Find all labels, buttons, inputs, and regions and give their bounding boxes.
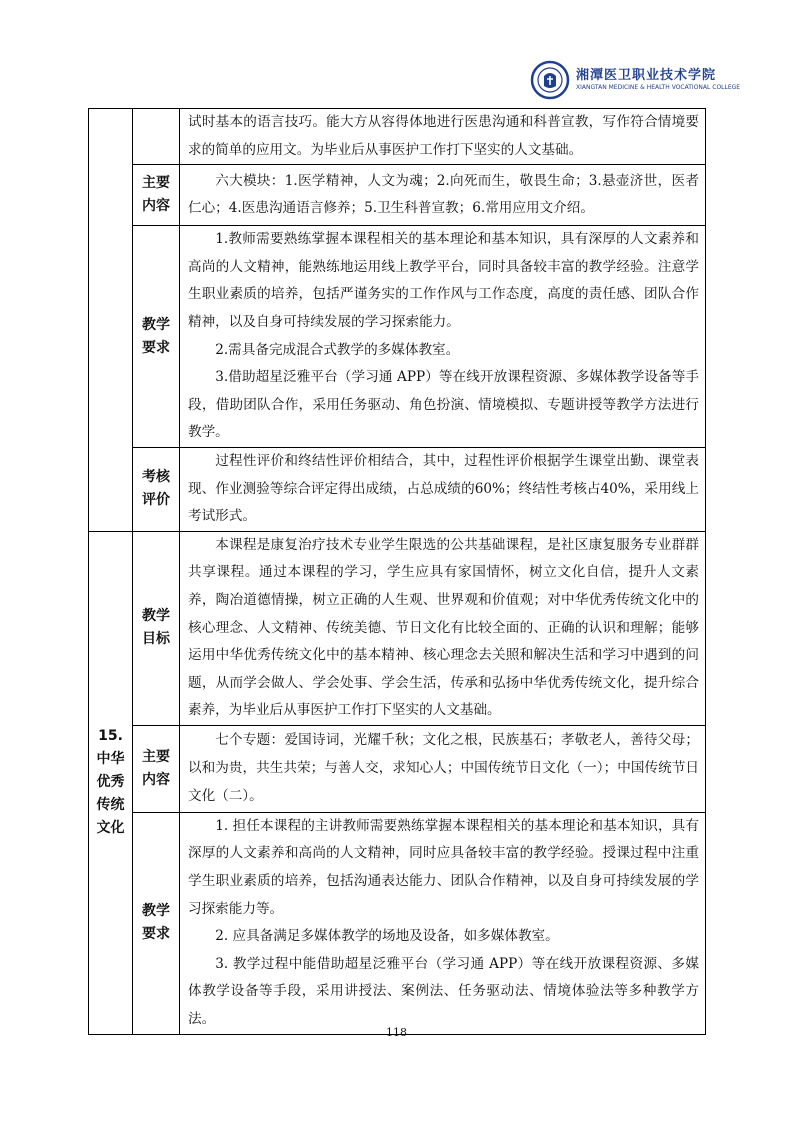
table-row xyxy=(89,226,706,448)
content-cell xyxy=(180,165,706,226)
row-label: 教学要求 xyxy=(142,316,170,356)
table-row xyxy=(89,812,706,1034)
school-emblem-icon xyxy=(530,60,570,100)
label-cell xyxy=(133,165,180,226)
course-name-cell xyxy=(89,531,133,1034)
paragraph: 1.教师需要熟练掌握本课程相关的基本理论和基本知识，具有深厚的人文素养和高尚的人文精神，能熟练地运用线上教学平台，同时具备较丰富的教学经验。注意学生职业素质的培养，包括严谨务实的工作作风与工作态度，高度的责任感、团队合作精神，以及自身可持续发展的学习探索能力。 xyxy=(188,231,699,330)
row-label: 教学目标 xyxy=(142,608,170,648)
label-cell xyxy=(133,725,180,812)
page-number: 118 xyxy=(386,1026,407,1039)
course-name: 15.中华优秀传统文化 xyxy=(96,728,125,837)
label-cell xyxy=(133,226,180,448)
row-label: 考核评价 xyxy=(142,469,170,509)
content-cell xyxy=(180,226,706,448)
table-row xyxy=(89,109,706,165)
course-table xyxy=(88,108,706,1035)
row-label: 主要内容 xyxy=(142,175,170,215)
label-cell xyxy=(133,447,180,531)
paragraph: 3. 教学过程中能借助超星泛雅平台（学习通 APP）等在线开放课程资源、多媒体教学设备等手段，采用讲授法、案例法、任务驱动法、情境体验法等多种教学方法。 xyxy=(188,955,699,1028)
table-row xyxy=(89,531,706,725)
content-cell xyxy=(180,531,706,725)
school-name: 湘潭医卫职业技术学院 xyxy=(576,68,717,83)
paragraph: 试时基本的语言技巧。能大方从容得体地进行医患沟通和科普宣教，写作符合情境要求的简单的应用文。为毕业后从事医护工作打下坚实的人文基础。 xyxy=(188,114,699,158)
label-cell xyxy=(133,531,180,725)
label-cell xyxy=(133,812,180,1034)
paragraph: 1. 担任本课程的主讲教师需要熟练掌握本课程相关的基本理论和基本知识，具有深厚的人文素养和高尚的人文精神，同时应具备较丰富的教学经验。授课过程中注重学生职业素质的培养，包括沟通表达能力、团队合作精神，以及自身可持续发展的学习探索能力等。 xyxy=(188,817,699,917)
table-row xyxy=(89,165,706,226)
paragraph: 2. 应具备满足多媒体教学的场地及设备，如多媒体教室。 xyxy=(215,928,559,945)
paragraph: 本课程是康复治疗技术专业学生限选的公共基础课程，是社区康复服务专业群群共享课程。通过本课程的学习，学生应具有家国情怀，树立文化自信，提升人文素养，陶冶道德情操，树立正确的人生观、世界观和价值观；对中华优秀传统文化中的核心理念、人文精神、传统美德、节日文化有比较全面的、正确的认识和理解；能够运用中华优秀传统文化中的基本精神、核心理念去关照和解决生活和学习中遇到的问题，从而学会做人、学会处事、学会生活，传承和弘扬中华优秀传统文化，提升综合素养，为毕业后从事医护工作打下坚实的人文基础。 xyxy=(188,536,699,719)
school-name-en: XIANGTAN MEDICINE & HEALTH VOCATIONAL COLLEGE xyxy=(576,84,741,91)
content-cell xyxy=(180,725,706,812)
content-cell xyxy=(180,812,706,1034)
table-row xyxy=(89,447,706,531)
row-label: 教学要求 xyxy=(142,903,170,943)
course-name-cell xyxy=(89,109,133,532)
paragraph: 3.借助超星泛雅平台（学习通 APP）等在线开放课程资源、多媒体教学设备等手段，借助团队合作，采用任务驱动、角色扮演、情境模拟、专题讲授等教学方法进行教学。 xyxy=(188,369,699,441)
school-logo xyxy=(530,60,741,100)
table-row xyxy=(89,725,706,812)
content-cell xyxy=(180,109,706,165)
paragraph: 2.需具备完成混合式教学的多媒体教室。 xyxy=(215,341,460,358)
row-label: 主要内容 xyxy=(142,748,170,788)
paragraph: 过程性评价和终结性评价相结合，其中，过程性评价根据学生课堂出勤、课堂表现、作业测验等综合评定得出成绩，占总成绩的60%；终结性考核占40%，采用线上考试形式。 xyxy=(188,452,699,525)
paragraph: 七个专题：爱国诗词，光耀千秋；文化之根，民族基石；孝敬老人，善待父母；以和为贵，共生共荣；与善人交，求知心人；中国传统节日文化（一）；中国传统节日文化（二）。 xyxy=(188,732,699,804)
label-cell xyxy=(133,109,180,165)
paragraph: 六大模块：1.医学精神，人文为魂；2.向死而生，敬畏生命；3.悬壶济世，医者仁心；4.医患沟通语言修养；5.卫生科普宣教；6.常用应用文介绍。 xyxy=(188,172,699,217)
content-cell xyxy=(180,447,706,531)
